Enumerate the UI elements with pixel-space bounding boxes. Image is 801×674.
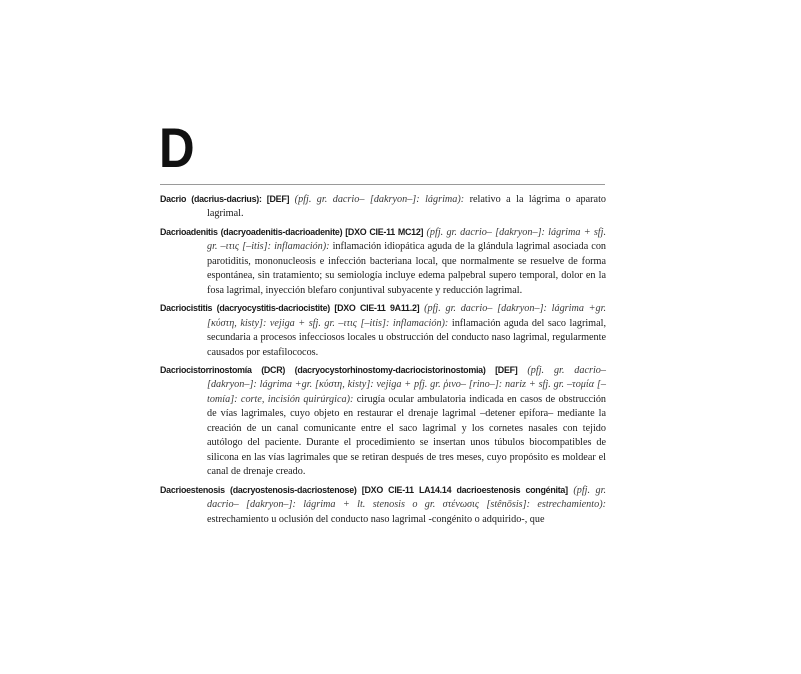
dictionary-entry: [160, 225, 606, 298]
entry-etymology: (pfj. gr. dacrio– [dakryon–]: lágrima + sfj. gr. –ιτις [–itis]: inflamación):: [207, 226, 606, 253]
entry-definition: inflamación idiopática aguda de la glándula lagrimal asociada con parotiditis, mononucleosis e infección bacteriana local, que normalmente se resuelve de forma espontánea, sin tratamiento; su semiología incluye edema palpebral supero temporal, dolor en la fosa lagrimal, inyección blefaro conjuntival subyacente y reducción lagrimal.: [207, 241, 607, 296]
entry-term: Dacrioestenosis (dacryostenosis-dacriostenose) [DXO CIE-11 LA14.14 dacrioestenosis congénita]: [160, 484, 568, 495]
entry-term: Dacriocistitis (dacryocystitis-dacriocistite) [DXO CIE-11 9A11.2]: [160, 303, 420, 314]
section-letter: D: [159, 116, 195, 179]
entry-term: Dacriocistorrinostomía (DCR) (dacryocystorhinostomy-dacriocistorinostomia) [DEF]: [160, 364, 518, 375]
entry-etymology: (pfj. gr. dacrio– [dakryon–]: lágrima + lt. stenosis o gr. στένωσις [stênōsis]: estrechamiento):: [207, 484, 607, 511]
entry-definition: estrechamiento u oclusión del conducto naso lagrimal -congénito o adquirido-, que: [207, 513, 545, 525]
dictionary-entry: [160, 192, 606, 222]
dictionary-entry: [160, 363, 606, 480]
entry-definition: inflamación aguda del saco lagrimal, secundaria a procesos infecciosos locales u obstrucción del conducto naso lagrimal, regularmente causados por estafilococos.: [207, 317, 606, 358]
entry-term: Dacrioadenitis (dacryoadenitis-dacrioadenite) [DXO CIE-11 MC12]: [160, 226, 424, 237]
dictionary-entry: [160, 301, 606, 360]
dictionary-entry: [160, 483, 606, 527]
section-divider: [160, 184, 605, 185]
entry-list: [160, 192, 606, 530]
entry-definition: relativo a la lágrima o aparato lagrimal.: [207, 194, 606, 220]
entry-etymology: (pfj. gr. dacrio– [dakryon–]: lágrima +gr. [κύστη, kisty]: vejiga + pfj. gr. ῥινο– [rino–]: nariz + sfj. gr. –τομία [–tomía]: corte, incisión quirúrgica):: [207, 364, 606, 405]
entry-etymology: (pfj. gr. dacrio– [dakryon–]: lágrima +gr. [κύστη, kisty]: vejiga + sfj. gr. –ιτις [–itis]: inflamación):: [207, 303, 607, 329]
entry-definition: cirugía ocular ambulatoria indicada en casos de obstrucción de vías lagrimales, cuyo objeto en restaurar el drenaje lagrimal –detener epífora– mediante la creación de un canal comunicante entre el saco lagrimal y los cornetes nasales con tejido autólogo del paciente. Durante el procedimiento se insertan unos túbulos biocompatibles de silicona en las vías lagrimales que se retiran después de tres meses, cuyo propósito es moldear el canal de drenaje creado.: [207, 393, 607, 478]
entry-etymology: (pfj. gr. dacrio– [dakryon–]: lágrima):: [294, 194, 465, 205]
entry-term: Dacrio (dacrius-dacrius): [DEF]: [160, 194, 290, 204]
